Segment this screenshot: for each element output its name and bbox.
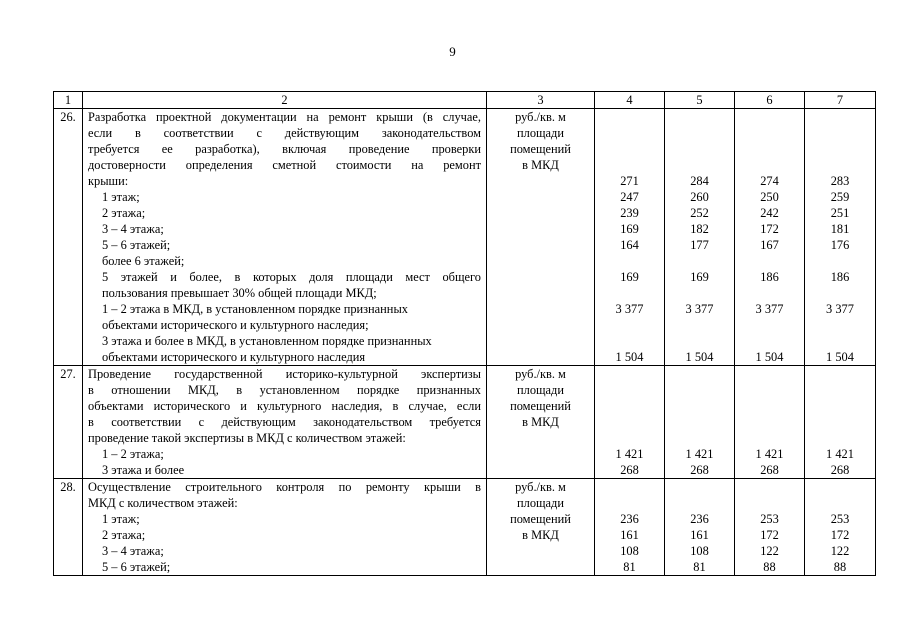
value-cell: 186 (830, 270, 850, 284)
value-col-7 (805, 479, 876, 576)
unit-line: помещений (510, 399, 571, 413)
description-line: 5 этажей и более, в которых доля площади мест общего (102, 270, 481, 284)
value-cell (598, 285, 661, 301)
value-col-7 (805, 109, 876, 366)
value-cell: 271 (620, 174, 639, 188)
value-cell (668, 317, 731, 333)
description-line: в соответствии с действующим законодательством требуется (88, 415, 481, 429)
col-header-2: 2 (83, 92, 487, 109)
value-cell: 1 504 (685, 350, 714, 364)
value-cell: 1 421 (755, 447, 784, 461)
value-cell: 169 (690, 270, 709, 284)
value-cell (668, 414, 731, 430)
description-line: 5 – 6 этажей; (102, 238, 171, 252)
value-cell (808, 366, 872, 382)
value-cell (668, 366, 731, 382)
value-cell: 274 (760, 174, 779, 188)
unit-of-measure (487, 366, 595, 479)
value-cell: 242 (760, 206, 779, 220)
value-cell (738, 317, 801, 333)
description-line: объектами исторического и культурного наследия (102, 350, 366, 364)
value-cell (738, 125, 801, 141)
value-cell (668, 398, 731, 414)
unit-line: помещений (510, 512, 571, 526)
value-cell: 1 504 (826, 350, 854, 364)
value-cell: 177 (690, 238, 709, 252)
value-cell: 172 (830, 528, 850, 542)
value-cell (738, 382, 801, 398)
value-col-6 (735, 479, 805, 576)
description-line: Проведение государственной историко-культурной экспертизы (88, 367, 481, 381)
unit-line: руб./кв. м (515, 367, 566, 381)
description-line: 1 – 2 этажа; (102, 447, 164, 461)
value-cell: 164 (620, 238, 639, 252)
value-col-5 (665, 366, 735, 479)
description-line: 1 этаж; (102, 512, 140, 526)
col-header-6: 6 (735, 92, 805, 109)
value-cell (598, 479, 661, 495)
col-header-3: 3 (487, 92, 595, 109)
value-cell (598, 317, 661, 333)
value-cell: 81 (623, 560, 636, 574)
value-cell (598, 414, 661, 430)
value-cell (808, 253, 872, 269)
value-cell (668, 495, 731, 511)
col-header-7: 7 (805, 92, 876, 109)
value-cell (808, 382, 872, 398)
value-cell (598, 430, 661, 446)
value-cell (668, 125, 731, 141)
unit-line: в МКД (522, 415, 559, 429)
unit-of-measure (487, 479, 595, 576)
value-cell (598, 125, 661, 141)
value-cell: 239 (620, 206, 639, 220)
value-cell (598, 141, 661, 157)
value-cell: 247 (620, 190, 639, 204)
value-cell (668, 109, 731, 125)
description-line: объектами исторического и культурного наследия, в случае, если (88, 399, 481, 413)
value-col-5 (665, 479, 735, 576)
value-col-4 (595, 366, 665, 479)
value-col-7 (805, 366, 876, 479)
description-line: объектами исторического и культурного наследия; (102, 318, 369, 332)
work-description (83, 109, 487, 366)
description-line: пользования превышает 30% общей площади МКД; (102, 286, 377, 300)
value-cell (598, 382, 661, 398)
value-cell (808, 109, 872, 125)
unit-line: площади (517, 383, 564, 397)
description-line: крыши: (88, 174, 129, 188)
description-line: 3 этажа и более (102, 463, 185, 477)
row-number: 27. (54, 366, 83, 479)
table-row (54, 366, 876, 479)
value-cell: 169 (620, 222, 639, 236)
description-line: Осуществление строительного контроля по ремонту крыши в (88, 480, 481, 494)
value-cell: 88 (763, 560, 776, 574)
value-cell (738, 430, 801, 446)
description-line: в отношении МКД, в установленном порядке признанных (88, 383, 481, 397)
value-cell (808, 495, 872, 511)
value-cell (598, 398, 661, 414)
value-cell: 176 (830, 238, 850, 252)
value-cell: 283 (830, 174, 850, 188)
description-line: 2 этажа; (102, 206, 146, 220)
value-cell: 182 (690, 222, 709, 236)
col-header-5: 5 (665, 92, 735, 109)
value-col-5 (665, 109, 735, 366)
value-cell (808, 333, 872, 349)
value-cell: 260 (690, 190, 709, 204)
description-line: Разработка проектной документации на ремонт крыши (в случае, (88, 110, 481, 124)
description-line: 3 – 4 этажа; (102, 222, 164, 236)
value-cell (668, 479, 731, 495)
description-line: МКД с количеством этажей: (88, 496, 238, 510)
value-cell (808, 157, 872, 173)
work-description (83, 366, 487, 479)
value-cell (668, 382, 731, 398)
value-cell: 1 504 (755, 350, 784, 364)
value-cell (808, 141, 872, 157)
unit-line: в МКД (522, 528, 559, 542)
value-cell: 1 504 (615, 350, 644, 364)
value-cell (668, 333, 731, 349)
value-col-4 (595, 109, 665, 366)
value-cell (808, 398, 872, 414)
row-number: 26. (54, 109, 83, 366)
value-cell (668, 157, 731, 173)
unit-line: помещений (510, 142, 571, 156)
value-cell: 3 377 (826, 302, 854, 316)
value-cell: 236 (690, 512, 709, 526)
unit-line: руб./кв. м (515, 110, 566, 124)
value-cell: 268 (830, 463, 850, 477)
value-cell: 81 (693, 560, 706, 574)
value-cell: 122 (830, 544, 850, 558)
value-cell: 122 (760, 544, 779, 558)
description-line: 5 – 6 этажей; (102, 560, 171, 574)
description-line: требуется ее разработка), включая проведение проверки (88, 142, 481, 156)
value-cell: 161 (620, 528, 639, 542)
value-col-6 (735, 109, 805, 366)
value-cell (738, 157, 801, 173)
description-line: 2 этажа; (102, 528, 146, 542)
value-cell (808, 125, 872, 141)
value-cell: 167 (760, 238, 779, 252)
description-line: 1 этаж; (102, 190, 140, 204)
value-cell (738, 479, 801, 495)
value-cell: 169 (620, 270, 639, 284)
value-cell (668, 430, 731, 446)
value-cell: 251 (830, 206, 850, 220)
value-cell (808, 414, 872, 430)
value-cell (668, 253, 731, 269)
value-cell (598, 366, 661, 382)
unit-line: руб./кв. м (515, 480, 566, 494)
value-cell: 3 377 (755, 302, 784, 316)
value-cell (808, 479, 872, 495)
value-cell: 186 (760, 270, 779, 284)
value-cell (738, 414, 801, 430)
description-line: 3 этажа и более в МКД, в установленном порядке признанных (102, 334, 432, 348)
page-number: 9 (449, 44, 456, 59)
unit-line: площади (517, 496, 564, 510)
description-line: более 6 этажей; (102, 254, 185, 268)
description-line: 1 – 2 этажа в МКД, в установленном порядке признанных (102, 302, 408, 316)
description-line: достоверности определения сметной стоимости на ремонт (88, 158, 481, 172)
value-col-4 (595, 479, 665, 576)
value-cell (668, 141, 731, 157)
description-line: 3 – 4 этажа; (102, 544, 164, 558)
value-cell: 161 (690, 528, 709, 542)
value-cell (598, 157, 661, 173)
value-cell: 3 377 (615, 302, 644, 316)
value-cell: 268 (690, 463, 709, 477)
row-number: 28. (54, 479, 83, 576)
value-cell (738, 109, 801, 125)
value-cell (808, 285, 872, 301)
unit-line: в МКД (522, 158, 559, 172)
col-header-1: 1 (54, 92, 83, 109)
value-cell: 253 (760, 512, 779, 526)
value-cell (738, 366, 801, 382)
value-cell: 1 421 (685, 447, 714, 461)
description-line: если в соответствии с действующим законодательством (88, 126, 481, 140)
value-cell: 250 (760, 190, 779, 204)
unit-of-measure (487, 109, 595, 366)
value-cell (738, 495, 801, 511)
col-header-4: 4 (595, 92, 665, 109)
value-cell (598, 253, 661, 269)
value-cell: 236 (620, 512, 639, 526)
value-cell: 172 (760, 222, 779, 236)
value-cell (738, 141, 801, 157)
value-cell: 252 (690, 206, 709, 220)
value-cell (808, 430, 872, 446)
table-row (54, 109, 876, 366)
value-cell: 259 (830, 190, 850, 204)
description-line: проведение такой экспертизы в МКД с количеством этажей: (88, 431, 406, 445)
value-cell (668, 285, 731, 301)
header-row (54, 92, 876, 109)
value-cell: 1 421 (615, 447, 644, 461)
value-cell (738, 398, 801, 414)
value-cell: 268 (620, 463, 639, 477)
value-cell: 284 (690, 174, 709, 188)
value-cell: 172 (760, 528, 779, 542)
value-cell: 268 (760, 463, 779, 477)
table-row (54, 479, 876, 576)
value-cell (738, 253, 801, 269)
unit-line: площади (517, 126, 564, 140)
value-cell (808, 317, 872, 333)
value-col-6 (735, 366, 805, 479)
value-cell: 108 (690, 544, 709, 558)
value-cell: 108 (620, 544, 639, 558)
value-cell: 1 421 (826, 447, 854, 461)
value-cell (738, 333, 801, 349)
value-cell (598, 109, 661, 125)
value-cell: 88 (833, 560, 847, 574)
value-cell (598, 495, 661, 511)
value-cell: 181 (830, 222, 850, 236)
value-cell (598, 333, 661, 349)
value-cell: 3 377 (685, 302, 714, 316)
value-cell (738, 285, 801, 301)
work-description (83, 479, 487, 576)
value-cell: 253 (830, 512, 850, 526)
tariff-table (53, 91, 876, 576)
